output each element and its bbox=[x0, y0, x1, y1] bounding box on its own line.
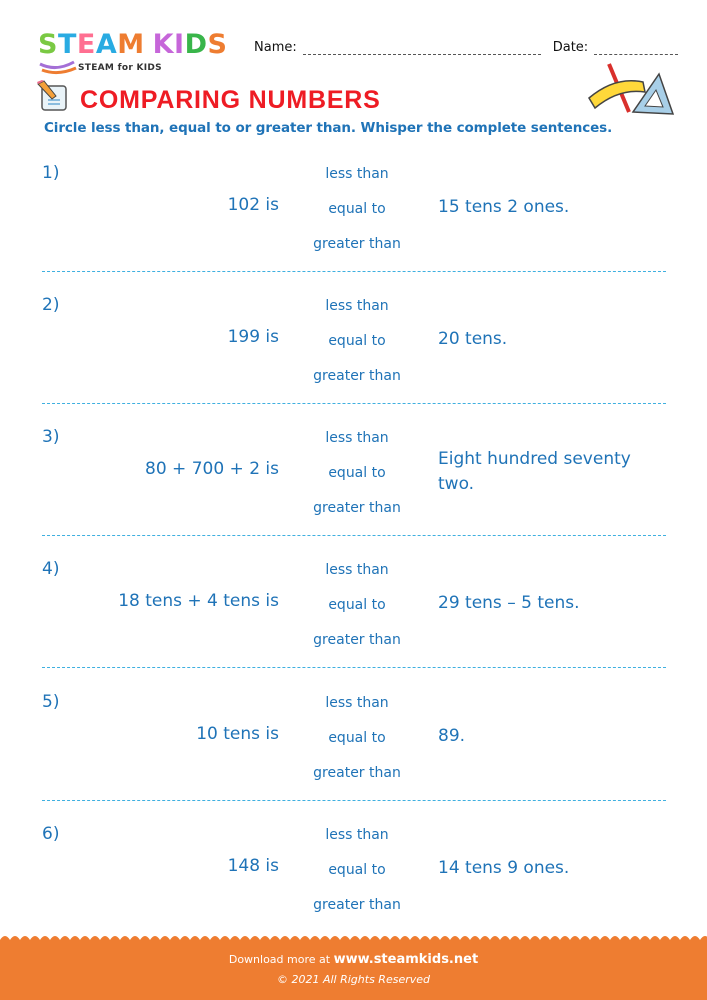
problem-number: 2) bbox=[42, 295, 60, 315]
name-label: Name: bbox=[254, 40, 297, 55]
problem-number: 6) bbox=[42, 824, 60, 844]
logo-letter: M bbox=[117, 29, 145, 60]
left-expression: 102 is bbox=[227, 195, 279, 215]
option-greater-than[interactable]: greater than bbox=[313, 500, 401, 516]
logo-subtitle: STEAM for KIDS bbox=[78, 63, 162, 73]
logo-letter: S bbox=[38, 29, 58, 60]
page-title: COMPARING NUMBERS bbox=[80, 86, 381, 114]
left-expression: 199 is bbox=[227, 327, 279, 347]
logo-swoosh-icon bbox=[38, 60, 78, 76]
option-equal-to[interactable]: equal to bbox=[328, 333, 386, 349]
option-equal-to[interactable]: equal to bbox=[328, 862, 386, 878]
logo-wordmark bbox=[38, 30, 227, 60]
date-field[interactable] bbox=[594, 42, 678, 55]
download-prefix: Download more at bbox=[228, 953, 331, 966]
problem-number: 1) bbox=[42, 163, 60, 183]
right-expression: 15 tens 2 ones. bbox=[438, 197, 570, 217]
option-less-than[interactable]: less than bbox=[325, 827, 389, 843]
copyright: © 2021 All Rights Reserved bbox=[276, 973, 430, 986]
worksheet-pencil-icon bbox=[36, 80, 72, 114]
site-link[interactable]: www.steamkids.net bbox=[333, 952, 479, 967]
logo-letter: S bbox=[207, 29, 228, 60]
logo-letter: A bbox=[95, 29, 118, 60]
left-expression: 18 tens + 4 tens is bbox=[118, 591, 279, 611]
right-expression: 20 tens. bbox=[438, 329, 508, 349]
footer bbox=[0, 940, 707, 1000]
right-expression: 29 tens – 5 tens. bbox=[438, 593, 580, 613]
date-label: Date: bbox=[552, 40, 589, 55]
ruler-pencil-set-square-icon bbox=[585, 62, 677, 118]
problem-3 bbox=[0, 427, 707, 559]
left-expression: 80 + 700 + 2 is bbox=[145, 459, 279, 479]
right-expression: 89. bbox=[438, 726, 466, 746]
divider bbox=[42, 667, 666, 668]
divider bbox=[42, 800, 666, 801]
left-expression: 148 is bbox=[227, 856, 279, 876]
problem-number: 3) bbox=[42, 427, 60, 447]
option-equal-to[interactable]: equal to bbox=[328, 201, 386, 217]
logo-letter: D bbox=[184, 29, 208, 60]
logo-letter: E bbox=[76, 29, 96, 60]
divider bbox=[42, 535, 666, 536]
name-date-row bbox=[254, 40, 678, 55]
problem-4 bbox=[0, 559, 707, 691]
option-less-than[interactable]: less than bbox=[325, 166, 389, 182]
logo-letter: I bbox=[174, 29, 185, 60]
instructions: Circle less than, equal to or greater than. Whisper the complete sentences. bbox=[44, 120, 613, 136]
problem-number: 5) bbox=[42, 692, 60, 712]
problem-2 bbox=[0, 295, 707, 427]
logo-letter: K bbox=[152, 29, 175, 60]
scallop-edge-icon bbox=[0, 934, 707, 942]
right-expression: Eight hundred seventy two. bbox=[438, 449, 631, 494]
divider bbox=[42, 403, 666, 404]
footer-download-line bbox=[0, 952, 707, 967]
option-equal-to[interactable]: equal to bbox=[328, 730, 386, 746]
name-field[interactable] bbox=[303, 42, 541, 55]
option-equal-to[interactable]: equal to bbox=[328, 465, 386, 481]
option-less-than[interactable]: less than bbox=[325, 430, 389, 446]
option-equal-to[interactable]: equal to bbox=[328, 597, 386, 613]
left-expression: 10 tens is bbox=[196, 724, 279, 744]
option-greater-than[interactable]: greater than bbox=[313, 897, 401, 913]
problem-1 bbox=[0, 163, 707, 295]
problem-5 bbox=[0, 692, 707, 824]
problem-number: 4) bbox=[42, 559, 60, 579]
option-greater-than[interactable]: greater than bbox=[313, 632, 401, 648]
right-expression: 14 tens 9 ones. bbox=[438, 858, 570, 878]
option-greater-than[interactable]: greater than bbox=[313, 765, 401, 781]
option-greater-than[interactable]: greater than bbox=[313, 236, 401, 252]
option-less-than[interactable]: less than bbox=[325, 695, 389, 711]
logo-letter: T bbox=[57, 29, 77, 60]
steam-kids-logo bbox=[38, 30, 238, 78]
divider bbox=[42, 271, 666, 272]
option-less-than[interactable]: less than bbox=[325, 562, 389, 578]
option-greater-than[interactable]: greater than bbox=[313, 368, 401, 384]
option-less-than[interactable]: less than bbox=[325, 298, 389, 314]
